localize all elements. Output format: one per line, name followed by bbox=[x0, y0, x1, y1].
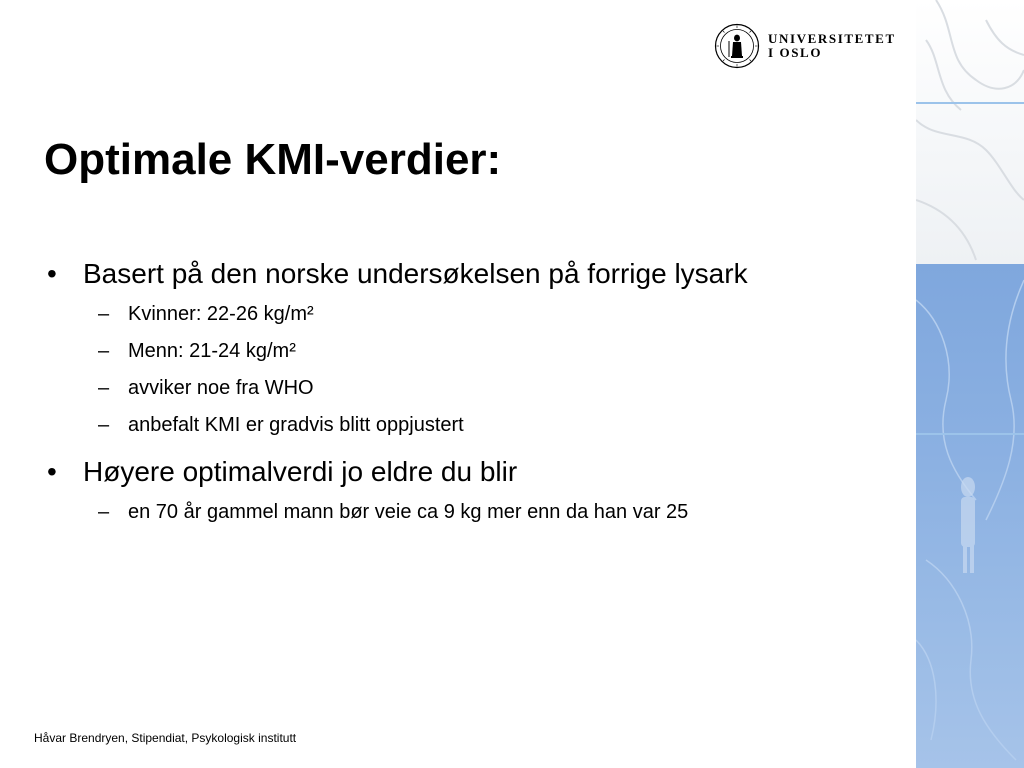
dash-marker: – bbox=[98, 303, 110, 325]
classical-statue-watermark-icon bbox=[916, 0, 1024, 768]
sub-bullet-item bbox=[44, 300, 864, 328]
bullet-text: Høyere optimalverdi jo eldre du blir bbox=[83, 456, 518, 487]
bullet-list bbox=[44, 255, 864, 526]
dash-marker: – bbox=[98, 501, 110, 523]
dash-marker: – bbox=[98, 340, 110, 362]
dash-marker: – bbox=[98, 414, 110, 436]
bullet-marker: • bbox=[47, 456, 57, 487]
university-name-line2: I OSLO bbox=[768, 45, 823, 60]
university-seal-icon bbox=[714, 23, 760, 69]
sub-bullet-item bbox=[44, 374, 864, 402]
bullet-item bbox=[44, 255, 864, 292]
university-name bbox=[768, 32, 896, 60]
sub-bullet-item bbox=[44, 337, 864, 365]
sub-bullet-item bbox=[44, 498, 864, 526]
sub-bullet-text: avviker noe fra WHO bbox=[128, 377, 314, 399]
decorative-side-strip bbox=[916, 0, 1024, 768]
bullet-text: Basert på den norske undersøkelsen på forrige lysark bbox=[83, 258, 748, 289]
bullet-marker: • bbox=[47, 258, 57, 289]
sub-bullet-text: Kvinner: 22-26 kg/m² bbox=[128, 303, 314, 325]
university-logo bbox=[714, 22, 896, 70]
slide-title: Optimale KMI-verdier: bbox=[44, 135, 502, 184]
footer-author: Håvar Brendryen, Stipendiat, Psykologisk institutt bbox=[34, 731, 297, 745]
sub-bullet-text: Menn: 21-24 kg/m² bbox=[128, 340, 296, 362]
sub-bullet-text: anbefalt KMI er gradvis blitt oppjustert bbox=[128, 414, 464, 436]
sub-bullet-item bbox=[44, 411, 864, 439]
dash-marker: – bbox=[98, 377, 110, 399]
bullet-item bbox=[44, 453, 864, 490]
sub-bullet-text: en 70 år gammel mann bør veie ca 9 kg mer enn da han var 25 bbox=[128, 501, 689, 523]
university-name-line1: UNIVERSITETET bbox=[768, 31, 896, 46]
